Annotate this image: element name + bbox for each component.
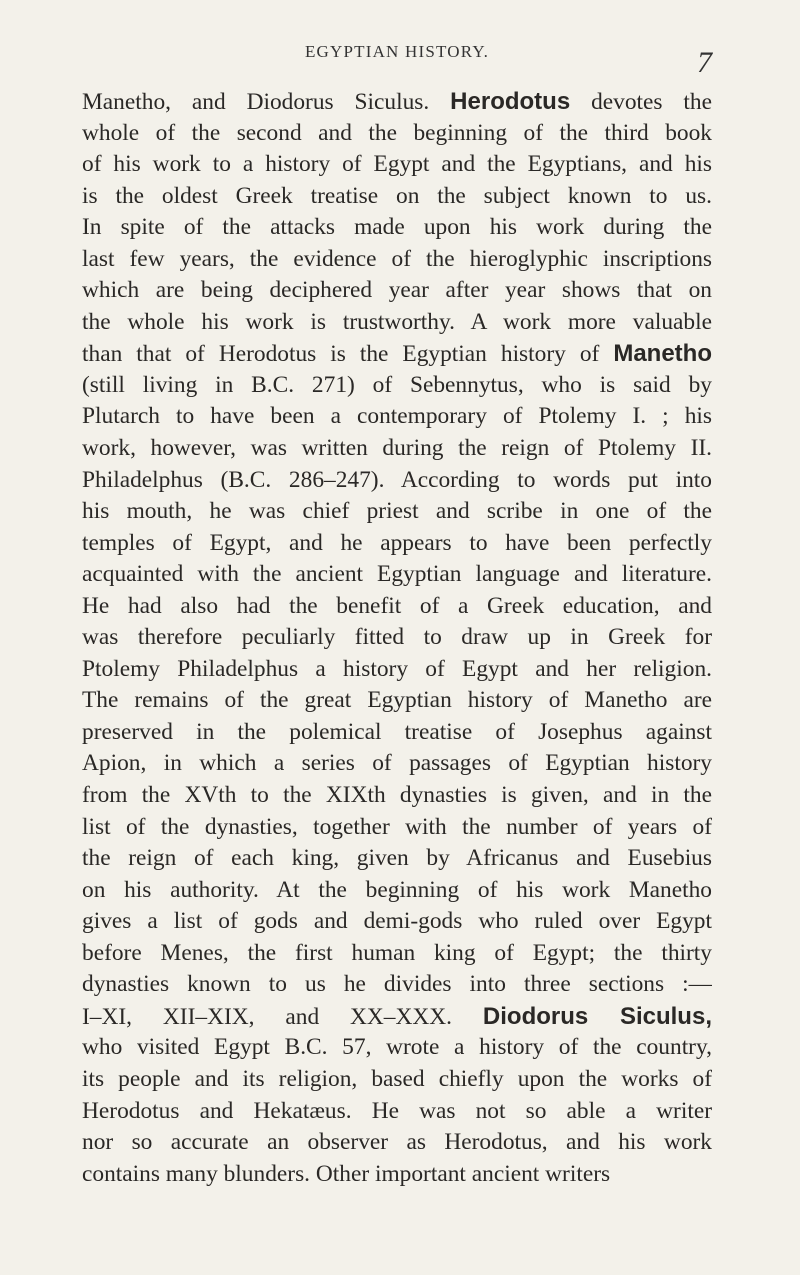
text-line xyxy=(82,181,712,213)
text-line xyxy=(82,118,712,150)
text-segment: (still living in B.C. 271) of Sebennytus, who is said by xyxy=(82,371,712,398)
text-segment: temples of Egypt, and he appears to have been perfectly xyxy=(82,529,712,556)
text-line xyxy=(82,1001,712,1033)
text-segment: I–XI, XII–XIX, and XX–XXX. xyxy=(82,1003,483,1030)
text-segment: of his work to a history of Egypt and the Egyptians, and his xyxy=(82,151,712,178)
text-line xyxy=(82,1064,712,1096)
text-segment: who visited Egypt B.C. 57, wrote a history of the country, xyxy=(82,1034,712,1061)
text-segment: Herodotus and Hekatæus. He was not so able a writer xyxy=(82,1097,712,1124)
text-line xyxy=(82,275,712,307)
text-line xyxy=(82,1032,712,1064)
text-segment: list of the dynasties, together with the number of years of xyxy=(82,813,712,840)
text-segment: acquainted with the ancient Egyptian language and literature. xyxy=(82,561,712,588)
text-line xyxy=(82,370,712,402)
text-segment: Manetho, and Diodorus Siculus. xyxy=(82,89,451,115)
running-head xyxy=(82,42,712,82)
text-line xyxy=(82,338,712,370)
text-line xyxy=(82,685,712,717)
text-segment: Philadelphus (B.C. 286–247). According to words put into xyxy=(82,466,712,493)
text-line xyxy=(82,812,712,844)
text-line xyxy=(82,307,712,339)
text-segment: than that of Herodotus is the Egyptian history of xyxy=(82,341,614,368)
text-line xyxy=(82,465,712,497)
text-segment: from the XVth to the XIXth dynasties is given, and in the xyxy=(82,782,712,809)
text-segment: contains many blunders. Other important ancient writers xyxy=(82,1160,611,1187)
text-segment: preserved in the polemical treatise of Josephus against xyxy=(82,718,712,745)
text-segment: was therefore peculiarly fitted to draw up in Greek for xyxy=(82,624,712,651)
text-segment: The remains of the great Egyptian history of Manetho are xyxy=(82,687,712,714)
text-line xyxy=(82,149,712,181)
text-line xyxy=(82,559,712,591)
text-segment: on his authority. At the beginning of his work Manetho xyxy=(82,876,712,903)
text-line xyxy=(82,591,712,623)
text-segment: its people and its religion, based chiefly upon the works of xyxy=(82,1065,712,1092)
text-line xyxy=(82,496,712,528)
text-line xyxy=(82,748,712,780)
text-segment: is the oldest Greek treatise on the subject known to us. xyxy=(82,182,712,209)
text-segment: whole of the second and the beginning of the third book xyxy=(82,119,712,146)
running-title: EGYPTIAN HISTORY. xyxy=(304,42,490,61)
text-segment: work, however, was written during the reign of Ptolemy II. xyxy=(82,435,712,462)
text-line xyxy=(82,906,712,938)
text-segment: In spite of the attacks made upon his work during the xyxy=(82,214,712,241)
text-line xyxy=(82,622,712,654)
bold-name: Manetho xyxy=(613,340,712,368)
text-segment: his mouth, he was chief priest and scribe in one of the xyxy=(82,498,712,525)
bold-name: Herodotus xyxy=(450,88,571,115)
text-segment: devotes the xyxy=(570,89,712,115)
text-segment: the whole his work is trustworthy. A work more valuable xyxy=(82,308,712,335)
text-segment: the reign of each king, given by Africanus and Eusebius xyxy=(82,845,712,872)
text-segment: He had also had the benefit of a Greek education, and xyxy=(82,592,712,619)
text-segment: last few years, the evidence of the hieroglyphic inscriptions xyxy=(82,245,712,272)
text-line xyxy=(82,1127,712,1159)
text-line xyxy=(82,433,712,465)
body-text xyxy=(82,86,712,1190)
bold-name: Diodorus Siculus, xyxy=(482,1002,712,1030)
text-segment: which are being deciphered year after year shows that on xyxy=(82,277,712,304)
text-line xyxy=(82,244,712,276)
text-line xyxy=(82,969,712,1001)
text-segment: Ptolemy Philadelphus a history of Egypt and her religion. xyxy=(82,655,712,682)
text-line xyxy=(82,717,712,749)
text-line xyxy=(82,401,712,433)
text-segment: gives a list of gods and demi-gods who ruled over Egypt xyxy=(82,908,712,935)
text-line xyxy=(82,212,712,244)
page-number: 7 xyxy=(697,46,712,79)
text-line xyxy=(82,654,712,686)
text-line xyxy=(82,843,712,875)
text-segment: Plutarch to have been a contemporary of Ptolemy I. ; his xyxy=(82,403,712,430)
text-line xyxy=(82,875,712,907)
text-line xyxy=(82,938,712,970)
text-line xyxy=(82,780,712,812)
text-segment: before Menes, the first human king of Egypt; the thirty xyxy=(82,939,712,966)
text-line xyxy=(82,86,712,118)
text-line xyxy=(82,1096,712,1128)
text-segment: Apion, in which a series of passages of Egyptian history xyxy=(82,750,712,777)
text-segment: nor so accurate an observer as Herodotus, and his work xyxy=(82,1129,712,1156)
text-line xyxy=(82,1159,712,1191)
text-line xyxy=(82,528,712,560)
text-segment: dynasties known to us he divides into three sections :— xyxy=(82,971,712,998)
